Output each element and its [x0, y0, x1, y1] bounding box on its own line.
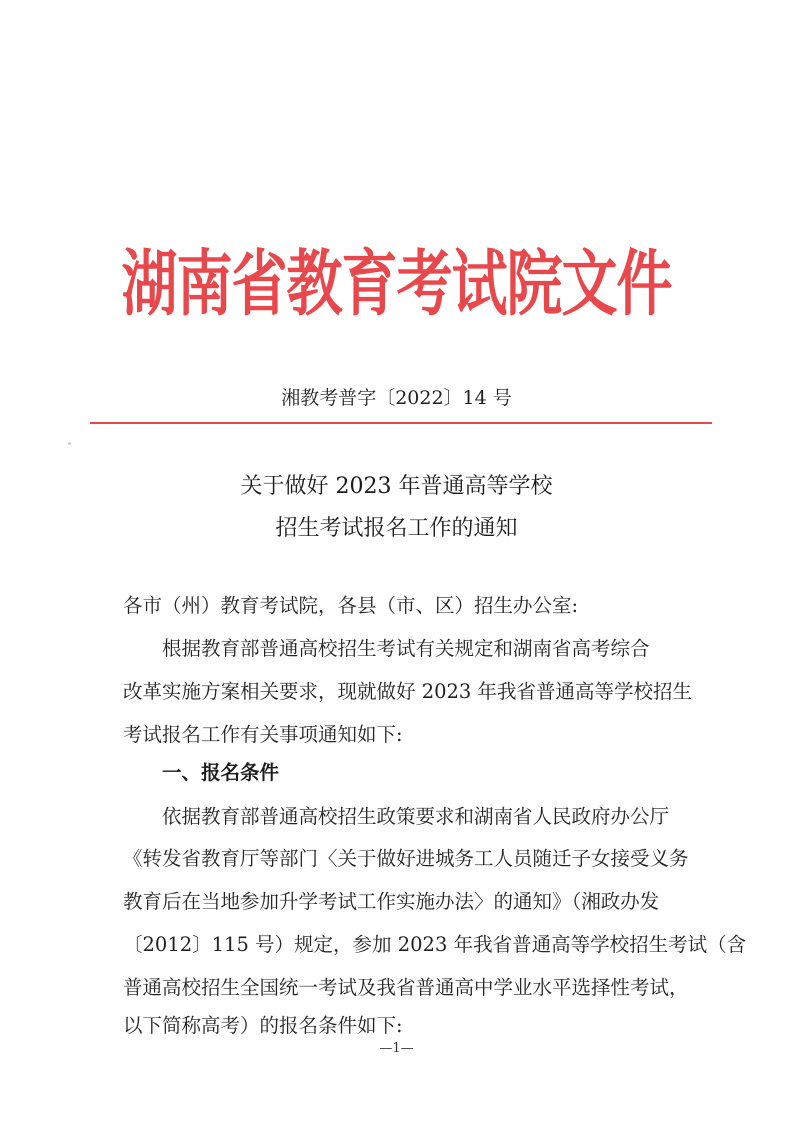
- section-1-heading: 一、报名条件: [162, 761, 280, 784]
- section-1-line-2: 《转发省教育厅等部门〈关于做好进城务工人员随迁子女接受义务: [123, 847, 689, 870]
- recipients-line: 各市（州）教育考试院，各县（市、区）招生办公室:: [123, 594, 579, 617]
- section-1-line-6: 以下简称高考）的报名条件如下:: [123, 1014, 403, 1037]
- page-number: —1—: [379, 1041, 414, 1056]
- document-number: 湘教考普字〔2022〕14 号: [281, 387, 512, 409]
- paragraph-1-line-1: 根据教育部普通高校招生考试有关规定和湖南省高考综合: [162, 637, 650, 660]
- document-masthead: 湖南省教育考试院文件: [121, 243, 672, 327]
- paragraph-1-line-2: 改革实施方案相关要求，现就做好 2023 年我省普通高等学校招生: [123, 680, 693, 703]
- notice-title-line-1: 关于做好 2023 年普通高等学校: [240, 474, 553, 499]
- masthead-red-rule: [90, 422, 712, 424]
- notice-title-line-2: 招生考试报名工作的通知: [275, 516, 518, 541]
- section-1-line-3: 教育后在当地参加升学考试工作实施办法〉的通知》（湘政办发: [123, 890, 660, 913]
- scan-speck: [68, 442, 71, 445]
- section-1-line-5: 普通高校招生全国统一考试及我省普通高中学业水平选择性考试，: [123, 976, 689, 999]
- paragraph-1-line-3: 考试报名工作有关事项通知如下:: [123, 723, 403, 746]
- section-1-line-1: 依据教育部普通高校招生政策要求和湖南省人民政府办公厅: [162, 805, 670, 828]
- section-1-line-4: 〔2012〕115 号）规定，参加 2023 年我省普通高等学校招生考试（含: [123, 933, 747, 956]
